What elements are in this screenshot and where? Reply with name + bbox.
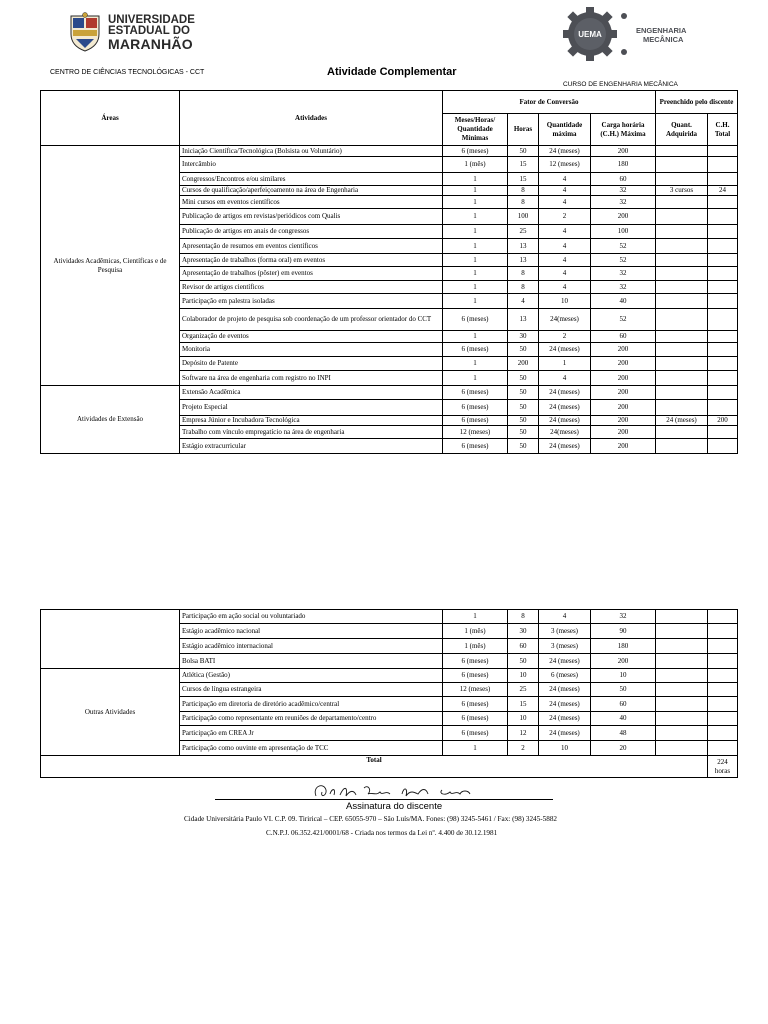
center-name: CENTRO DE CIÊNCIAS TECNOLÓGICAS - CCT (50, 69, 205, 76)
acquired-quantity-cell (656, 426, 708, 439)
max-workload-cell: 200 (591, 209, 656, 225)
activity-cell: Atlética (Gestão) (180, 669, 443, 683)
total-hours-cell (708, 654, 738, 669)
acquired-quantity-cell (656, 173, 708, 186)
max-workload-cell: 40 (591, 712, 656, 726)
acquired-quantity-cell (656, 654, 708, 669)
hours-cell: 13 (508, 254, 539, 267)
min-quantity-cell: 1 (443, 331, 508, 343)
hours-cell: 10 (508, 712, 539, 726)
table-row (41, 610, 738, 624)
signature-label: Assinatura do discente (346, 801, 443, 812)
acquired-quantity-cell (656, 610, 708, 624)
activity-cell: Estágio extracurricular (180, 439, 443, 454)
total-hours-cell (708, 371, 738, 386)
header-horas: Horas (508, 114, 539, 146)
min-quantity-cell: 6 (meses) (443, 654, 508, 669)
activity-cell: Participação como representante em reuniões de departamento/centro (180, 712, 443, 726)
activity-cell: Estágio acadêmico nacional (180, 624, 443, 639)
activity-cell: Participação em diretoria de diretório acadêmico/central (180, 697, 443, 712)
acquired-quantity-cell (656, 400, 708, 416)
acquired-quantity-cell (656, 683, 708, 697)
max-workload-cell: 60 (591, 331, 656, 343)
max-workload-cell: 200 (591, 357, 656, 371)
max-quantity-cell: 24 (meses) (539, 712, 591, 726)
max-quantity-cell: 24 (meses) (539, 439, 591, 454)
total-hours-cell (708, 426, 738, 439)
max-workload-cell: 60 (591, 173, 656, 186)
min-quantity-cell: 1 (443, 173, 508, 186)
total-hours-cell (708, 386, 738, 400)
max-quantity-cell: 4 (539, 173, 591, 186)
max-workload-cell: 32 (591, 196, 656, 209)
min-quantity-cell: 1 (mês) (443, 157, 508, 173)
total-hours-cell (708, 669, 738, 683)
hours-cell: 50 (508, 426, 539, 439)
max-quantity-cell: 24 (meses) (539, 146, 591, 157)
acquired-quantity-cell (656, 309, 708, 331)
total-hours-cell (708, 439, 738, 454)
area-cell (41, 610, 180, 669)
hours-cell: 8 (508, 196, 539, 209)
total-hours-cell (708, 157, 738, 173)
min-quantity-cell: 1 (443, 225, 508, 239)
hours-cell: 25 (508, 683, 539, 697)
course-logo-line1: ENGENHARIA (636, 26, 687, 35)
total-hours-cell (708, 309, 738, 331)
max-quantity-cell: 10 (539, 741, 591, 756)
hours-cell: 15 (508, 157, 539, 173)
acquired-quantity-cell (656, 196, 708, 209)
total-hours-cell (708, 294, 738, 309)
header-quantidade-maxima: Quantidade máxima (539, 114, 591, 146)
total-hours-cell (708, 239, 738, 254)
acquired-quantity-cell (656, 669, 708, 683)
max-quantity-cell: 4 (539, 239, 591, 254)
activity-cell: Colaborador de projeto de pesquisa sob coordenação de um professor orientador do CCT (180, 309, 443, 331)
max-workload-cell: 200 (591, 400, 656, 416)
university-name-line3: MARANHÃO (108, 36, 193, 52)
min-quantity-cell: 6 (meses) (443, 669, 508, 683)
activity-cell: Monitoria (180, 343, 443, 357)
activity-cell: Cursos de qualificação/aperfeiçoamento na área de Engenharia (180, 186, 443, 196)
acquired-quantity-cell (656, 267, 708, 281)
hours-cell: 8 (508, 281, 539, 294)
min-quantity-cell: 1 (mês) (443, 639, 508, 654)
total-hours-cell (708, 267, 738, 281)
hours-cell: 15 (508, 697, 539, 712)
min-quantity-cell: 1 (443, 357, 508, 371)
total-hours-cell (708, 639, 738, 654)
min-quantity-cell: 12 (meses) (443, 426, 508, 439)
acquired-quantity-cell (656, 624, 708, 639)
hours-cell: 2 (508, 741, 539, 756)
activity-cell: Publicação de artigos em anais de congressos (180, 225, 443, 239)
university-name-line2: ESTADUAL DO (108, 25, 190, 37)
max-workload-cell: 200 (591, 386, 656, 400)
header-carga-horaria: Carga horária (C.H.) Máxima (591, 114, 656, 146)
total-hours-cell (708, 225, 738, 239)
acquired-quantity-cell (656, 331, 708, 343)
acquired-quantity-cell (656, 386, 708, 400)
activity-cell: Publicação de artigos em revistas/periódicos com Qualis (180, 209, 443, 225)
max-workload-cell: 32 (591, 281, 656, 294)
activities-table-page1 (40, 90, 738, 454)
acquired-quantity-cell (656, 146, 708, 157)
max-quantity-cell: 24(meses) (539, 309, 591, 331)
activity-cell: Extensão Acadêmica (180, 386, 443, 400)
acquired-quantity-cell (656, 439, 708, 454)
acquired-quantity-cell (656, 371, 708, 386)
max-workload-cell: 50 (591, 683, 656, 697)
min-quantity-cell: 1 (mês) (443, 624, 508, 639)
hours-cell: 4 (508, 294, 539, 309)
max-workload-cell: 32 (591, 186, 656, 196)
max-workload-cell: 200 (591, 371, 656, 386)
max-workload-cell: 52 (591, 254, 656, 267)
acquired-quantity-cell (656, 697, 708, 712)
header-preenchido: Preenchido pelo discente (656, 91, 738, 114)
header-ch-total: C.H. Total (708, 114, 738, 146)
max-quantity-cell: 4 (539, 610, 591, 624)
max-quantity-cell: 3 (meses) (539, 639, 591, 654)
min-quantity-cell: 1 (443, 741, 508, 756)
max-quantity-cell: 4 (539, 281, 591, 294)
max-workload-cell: 60 (591, 697, 656, 712)
header-areas: Áreas (41, 91, 180, 146)
hours-cell: 50 (508, 343, 539, 357)
course-logo-line2: MECÂNICA (643, 35, 684, 44)
acquired-quantity-cell (656, 281, 708, 294)
activity-cell: Mini cursos em eventos científicos (180, 196, 443, 209)
min-quantity-cell: 6 (meses) (443, 309, 508, 331)
course-name: CURSO DE ENGENHARIA MECÂNICA (563, 81, 678, 88)
min-quantity-cell: 1 (443, 267, 508, 281)
max-quantity-cell: 24 (meses) (539, 683, 591, 697)
activity-cell: Apresentação de trabalhos (forma oral) em eventos (180, 254, 443, 267)
hours-cell: 50 (508, 371, 539, 386)
acquired-quantity-cell: 3 cursos (656, 186, 708, 196)
hours-cell: 10 (508, 669, 539, 683)
activities-table-page2 (40, 609, 738, 778)
hours-cell: 25 (508, 225, 539, 239)
activity-cell: Iniciação Científica/Tecnológica (Bolsista ou Voluntário) (180, 146, 443, 157)
total-hours-cell (708, 624, 738, 639)
header-meses: Meses/Horas/ Quantidade Mínimas (443, 114, 508, 146)
min-quantity-cell: 6 (meses) (443, 697, 508, 712)
hours-cell: 50 (508, 416, 539, 426)
max-quantity-cell: 4 (539, 196, 591, 209)
total-hours-cell (708, 173, 738, 186)
hours-cell: 15 (508, 173, 539, 186)
min-quantity-cell: 6 (meses) (443, 386, 508, 400)
max-workload-cell: 32 (591, 267, 656, 281)
total-hours-cell (708, 400, 738, 416)
total-hours-cell (708, 610, 738, 624)
total-hours-cell (708, 146, 738, 157)
min-quantity-cell: 1 (443, 196, 508, 209)
university-crest-logo (68, 12, 102, 52)
max-quantity-cell: 2 (539, 331, 591, 343)
min-quantity-cell: 1 (443, 294, 508, 309)
activity-cell: Revisor de artigos científicos (180, 281, 443, 294)
activity-cell: Empresa Júnior e Incubadora Tecnológica (180, 416, 443, 426)
hours-cell: 50 (508, 146, 539, 157)
signature-line (215, 799, 553, 800)
total-hours-cell (708, 741, 738, 756)
acquired-quantity-cell (656, 157, 708, 173)
activity-cell: Projeto Especial (180, 400, 443, 416)
hours-cell: 50 (508, 400, 539, 416)
hours-cell: 200 (508, 357, 539, 371)
max-workload-cell: 10 (591, 669, 656, 683)
acquired-quantity-cell (656, 712, 708, 726)
min-quantity-cell: 6 (meses) (443, 712, 508, 726)
total-hours-cell (708, 683, 738, 697)
activity-cell: Depósito de Patente (180, 357, 443, 371)
header-atividades: Atividades (180, 91, 443, 146)
acquired-quantity-cell (656, 294, 708, 309)
table-row (41, 669, 738, 683)
header-fator-conversao: Fator de Conversão (443, 91, 656, 114)
max-quantity-cell: 24 (meses) (539, 697, 591, 712)
max-workload-cell: 200 (591, 343, 656, 357)
header-quant-adquirida: Quant. Adquirida (656, 114, 708, 146)
acquired-quantity-cell: 24 (meses) (656, 416, 708, 426)
max-workload-cell: 200 (591, 146, 656, 157)
min-quantity-cell: 1 (443, 610, 508, 624)
activity-cell: Apresentação de trabalhos (pôster) em eventos (180, 267, 443, 281)
min-quantity-cell: 1 (443, 209, 508, 225)
hours-cell: 8 (508, 186, 539, 196)
area-cell: Atividades Acadêmicas, Científicas e de Pesquisa (41, 146, 180, 386)
acquired-quantity-cell (656, 726, 708, 741)
total-hours-cell (708, 726, 738, 741)
activity-cell: Intercâmbio (180, 157, 443, 173)
table-row (41, 146, 738, 157)
acquired-quantity-cell (656, 741, 708, 756)
hours-cell: 13 (508, 309, 539, 331)
activity-cell: Bolsa BATI (180, 654, 443, 669)
min-quantity-cell: 6 (meses) (443, 439, 508, 454)
max-workload-cell: 52 (591, 309, 656, 331)
hours-cell: 12 (508, 726, 539, 741)
max-workload-cell: 40 (591, 294, 656, 309)
max-workload-cell: 200 (591, 416, 656, 426)
acquired-quantity-cell (656, 254, 708, 267)
min-quantity-cell: 6 (meses) (443, 343, 508, 357)
total-hours-cell (708, 254, 738, 267)
max-workload-cell: 200 (591, 439, 656, 454)
acquired-quantity-cell (656, 209, 708, 225)
max-quantity-cell: 24 (meses) (539, 343, 591, 357)
total-row (41, 756, 738, 778)
hours-cell: 50 (508, 439, 539, 454)
total-hours-cell: 200 (708, 416, 738, 426)
max-workload-cell: 100 (591, 225, 656, 239)
acquired-quantity-cell (656, 357, 708, 371)
total-hours-cell (708, 343, 738, 357)
activity-cell: Trabalho com vínculo empregatício na área de engenharia (180, 426, 443, 439)
uema-badge-text: UEMA (578, 30, 602, 39)
total-hours-cell (708, 331, 738, 343)
activity-cell: Participação em CREA Jr (180, 726, 443, 741)
max-quantity-cell: 24 (meses) (539, 726, 591, 741)
activity-cell: Participação em ação social ou voluntariado (180, 610, 443, 624)
hours-cell: 13 (508, 239, 539, 254)
max-workload-cell: 20 (591, 741, 656, 756)
total-hours-cell (708, 712, 738, 726)
max-quantity-cell: 4 (539, 254, 591, 267)
activity-cell: Estágio acadêmico internacional (180, 639, 443, 654)
max-quantity-cell: 24 (meses) (539, 400, 591, 416)
max-workload-cell: 90 (591, 624, 656, 639)
activity-cell: Participação em palestra isoladas (180, 294, 443, 309)
max-quantity-cell: 2 (539, 209, 591, 225)
max-workload-cell: 200 (591, 426, 656, 439)
total-hours-cell (708, 357, 738, 371)
max-workload-cell: 200 (591, 654, 656, 669)
min-quantity-cell: 1 (443, 239, 508, 254)
area-cell: Atividades de Extensão (41, 386, 180, 454)
area-cell: Outras Atividades (41, 669, 180, 756)
hours-cell: 60 (508, 639, 539, 654)
total-hours-cell (708, 281, 738, 294)
hours-cell: 50 (508, 654, 539, 669)
university-name-line1: UNIVERSIDADE (108, 14, 195, 26)
hours-cell: 30 (508, 624, 539, 639)
max-quantity-cell: 4 (539, 371, 591, 386)
activity-cell: Apresentação de resumos em eventos científicos (180, 239, 443, 254)
footer-address: Cidade Universitária Paulo VI. C.P. 09. Tirirical – CEP. 65055-970 – São Luís/MA. Fones: (98) 3245-5461 / Fax: (98) 3245-5882 (184, 815, 558, 823)
hours-cell: 100 (508, 209, 539, 225)
max-quantity-cell: 3 (meses) (539, 624, 591, 639)
max-quantity-cell: 4 (539, 225, 591, 239)
min-quantity-cell: 12 (meses) (443, 683, 508, 697)
acquired-quantity-cell (656, 239, 708, 254)
min-quantity-cell: 6 (meses) (443, 726, 508, 741)
total-label: Total (41, 756, 708, 778)
activity-cell: Organização de eventos (180, 331, 443, 343)
max-quantity-cell: 6 (meses) (539, 669, 591, 683)
min-quantity-cell: 6 (meses) (443, 400, 508, 416)
gear-icon (560, 3, 640, 63)
hours-cell: 8 (508, 610, 539, 624)
max-quantity-cell: 24 (meses) (539, 386, 591, 400)
acquired-quantity-cell (656, 639, 708, 654)
max-quantity-cell: 24 (meses) (539, 416, 591, 426)
acquired-quantity-cell (656, 225, 708, 239)
hours-cell: 8 (508, 267, 539, 281)
total-hours-cell (708, 697, 738, 712)
min-quantity-cell: 1 (443, 281, 508, 294)
max-quantity-cell: 24 (meses) (539, 654, 591, 669)
document-title: Atividade Complementar (327, 66, 457, 78)
total-hours-cell (708, 209, 738, 225)
min-quantity-cell: 1 (443, 186, 508, 196)
max-workload-cell: 48 (591, 726, 656, 741)
activity-cell: Cursos de língua estrangeira (180, 683, 443, 697)
activity-cell: Software na área de engenharia com registro no INPI (180, 371, 443, 386)
max-quantity-cell: 24(meses) (539, 426, 591, 439)
acquired-quantity-cell (656, 343, 708, 357)
min-quantity-cell: 6 (meses) (443, 146, 508, 157)
total-value: 224 horas (708, 756, 738, 778)
total-hours-cell (708, 196, 738, 209)
footer-cnpj: C.N.P.J. 06.352.421/0001/68 - Criada nos termos da Lei nº. 4.400 de 30.12.1981 (266, 829, 498, 837)
max-workload-cell: 180 (591, 639, 656, 654)
max-quantity-cell: 4 (539, 186, 591, 196)
table-row (41, 386, 738, 400)
max-quantity-cell: 10 (539, 294, 591, 309)
min-quantity-cell: 1 (443, 371, 508, 386)
activity-cell: Congressos/Encontros e/ou similares (180, 173, 443, 186)
max-quantity-cell: 12 (meses) (539, 157, 591, 173)
max-quantity-cell: 4 (539, 267, 591, 281)
activity-cell: Participação como ouvinte em apresentação de TCC (180, 741, 443, 756)
max-workload-cell: 32 (591, 610, 656, 624)
hours-cell: 50 (508, 386, 539, 400)
hours-cell: 30 (508, 331, 539, 343)
min-quantity-cell: 6 (meses) (443, 416, 508, 426)
max-quantity-cell: 1 (539, 357, 591, 371)
min-quantity-cell: 1 (443, 254, 508, 267)
max-workload-cell: 52 (591, 239, 656, 254)
max-workload-cell: 180 (591, 157, 656, 173)
course-logo (560, 3, 640, 63)
total-hours-cell: 24 (708, 186, 738, 196)
